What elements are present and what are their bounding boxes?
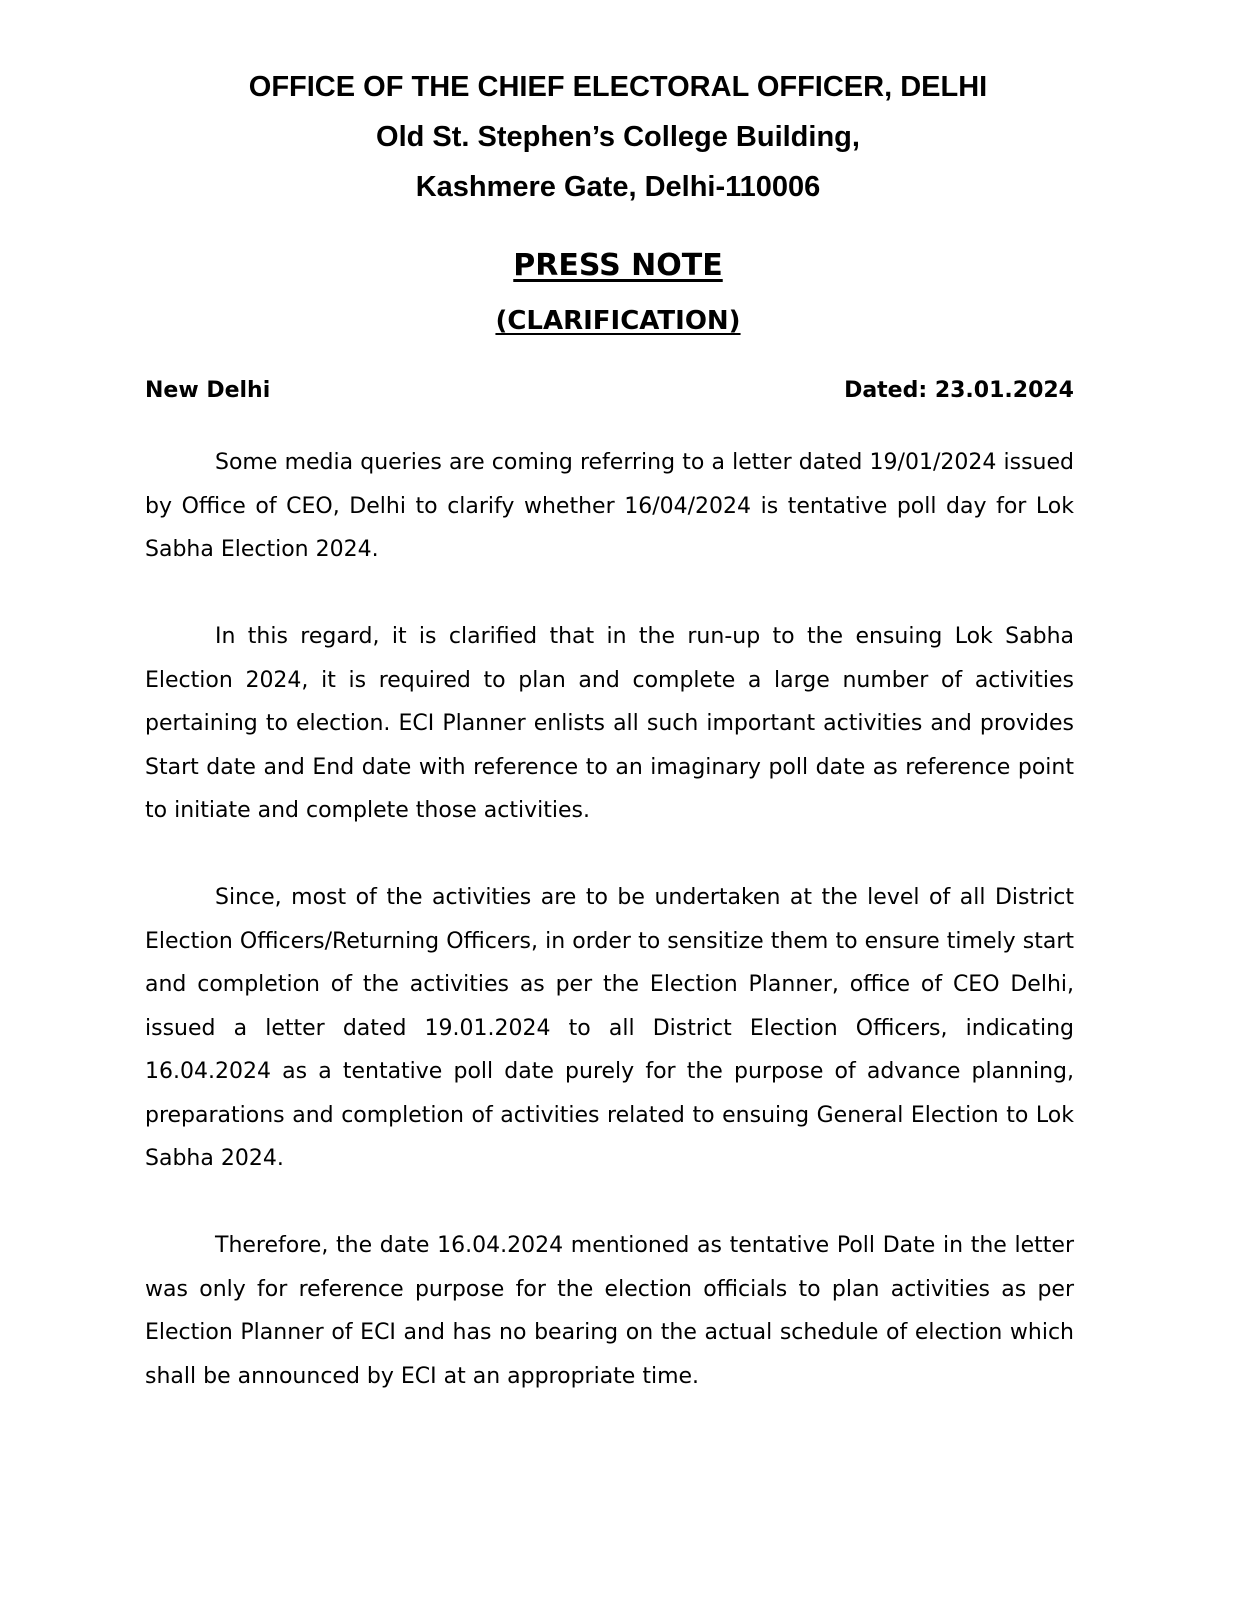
letterhead-building: Old St. Stephen’s College Building, [376, 121, 860, 153]
press-note-body [145, 441, 1074, 1442]
clarification-subtitle: (CLARIFICATION) [495, 306, 741, 336]
press-note-title: PRESS NOTE [513, 248, 723, 283]
paragraph-3: Since, most of the activities are to be undertaken at the level of all District Election Officers/Returning Officers, in order to sensitize them to ensure timely start and completion of the activities as per the Election Planner, office of CEO Delhi, issued a letter dated 19.01.2024 to all District Election Officers, indicating 16.04.2024 as a tentative poll date purely for the purpose of advance planning, preparations and completion of activities related to ensuing General Election to Lok Sabha 2024. [145, 885, 1074, 1171]
letterhead-address: Kashmere Gate, Delhi-110006 [415, 171, 821, 203]
date: Dated: 23.01.2024 [844, 378, 1074, 403]
paragraph-2: In this regard, it is clarified that in the run-up to the ensuing Lok Sabha Election 2024, it is required to plan and complete a large number of activities pertaining to election. ECI Planner enlists all such important activities and provides Start date and End date with reference to an imaginary poll date as reference point to initiate and complete those activities. [145, 624, 1074, 823]
paragraph-1: Some media queries are coming referring to a letter dated 19/01/2024 issued by Office of CEO, Delhi to clarify whether 16/04/2024 is tentative poll day for Lok Sabha Election 2024. [145, 450, 1074, 562]
paragraph-4: Therefore, the date 16.04.2024 mentioned as tentative Poll Date in the letter was only for reference purpose for the election officials to plan activities as per Election Planner of ECI and has no bearing on the actual schedule of election which shall be announced by ECI at an appropriate time. [145, 1233, 1074, 1389]
place: New Delhi [145, 378, 271, 403]
place-date-row [145, 378, 1074, 403]
letterhead-office: OFFICE OF THE CHIEF ELECTORAL OFFICER, DELHI [248, 71, 988, 103]
letterhead [0, 62, 1236, 212]
